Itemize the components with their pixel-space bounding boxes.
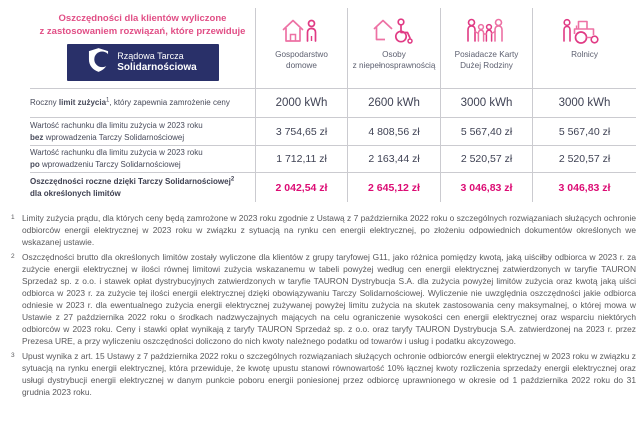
savings-value: 3 046,83 zł [532,172,636,202]
footnote-1 [9,212,636,248]
limit-value: 2000 kWh [255,88,347,117]
disability-icon [371,14,417,47]
page-title [40,13,246,38]
footnotes [9,212,636,401]
household-icon [280,14,324,47]
savings-value: 3 046,83 zł [440,172,532,202]
column-household [255,8,347,88]
column-label: Rolnicy [571,50,598,59]
bill-without-value: 3 754,65 zł [255,117,347,145]
column-label: Osoby z niepełnosprawnością [352,50,436,71]
badge-line1: Rządowa Tarcza [117,50,184,61]
savings-table [30,8,636,202]
bill-with-value: 2 163,44 zł [347,145,440,172]
row-label-bill-without: Wartość rachunku dla limitu zużycia w 2023 roku bez wprowadzenia Tarczy Solidarnościowej [30,117,255,145]
limit-value: 3000 kWh [440,88,532,117]
footnote-3 [9,350,636,398]
savings-value: 2 645,12 zł [347,172,440,202]
row-label-limit: Roczny limit zużycia$^1$, który zapewnia zamrożenie ceny [30,88,255,117]
bill-with-value: 2 520,57 zł [440,145,532,172]
bill-without-value: 5 567,40 zł [440,117,532,145]
limit-value: 2600 kWh [347,88,440,117]
row-label-bill-with: Wartość rachunku dla limitu zużycia w 2023 roku po wprowadzeniu Tarczy Solidarnościowej [30,145,255,172]
bill-without-value: 5 567,40 zł [532,117,636,145]
bill-without-value: 4 808,56 zł [347,117,440,145]
footnote-text: Limity zużycia prądu, dla których ceny będą zamrożone w 2023 roku zgodnie z Ustawą z 7 października 2022 roku o szczególnych rozwiązaniach służących ochronie odbiorców energii elektrycznej w 2023 roku w związku z sytuacją na rynku cen energii elektrycznej, po złożeniu odpowiednich dokumentów określonych we wskazanej ustawie. [22,213,636,247]
footnote-marker: 3 [11,352,15,359]
bill-with-value: 1 712,11 zł [255,145,347,172]
footnote-text: Oszczędności brutto dla określonych limitów zostały wyliczone dla klientów z grupy taryfowej G11, jako różnica pomiędzy kwotą, jaką uiściłby odbiorca w 2023 r. za zużycie energii elektrycznej w ilości równej limitowi zużycia wskazanemu w tabeli powyżej według cen energii elektrycznej zatwierdzonych w taryfie TAURON Sprzedaż sp. z o.o. i stawek opłat dystrybucyjnych zatwierdzonych w taryfie TAURON Dystrybucja S.A. dla zużycia powyżej limitów zużycia oraz kwotą jaką uiści odbiorca w 2023 r. za zużycie tej ilości energii elektrycznej dzięki obowiązywaniu Tarczy Solidarnościowej. Wyliczenie nie uwzględnia oszczędności jakie odbiorca odniesie w 2023 r. dla ewentualnego zużycia energii elektrycznej zużywanej powyżej limitu zużycia na skutek zastosowania ceny maksymalnej, o której mowa w Ustawie z 27 października 2022 roku o środkach nadzwyczajnych mających na celu ograniczenie wysokości cen energii elektrycznej oraz wsparciu niektórych odbiorców w 2023 roku. Ceny i stawki opłat wynikają z taryfy TAURON Sprzedaż sp. z o.o. oraz taryfy TAURON Dystrybucja S.A. zatwierdzonej na 2023 r. przez Prezesa URE, a przy wyliczeniu oszczędności doliczono do nich kwoty należnego podatku od towarów i usług i podatku akcyzowego. [22,252,636,346]
bill-with-value: 2 520,57 zł [532,145,636,172]
footnote-marker: 2 [11,253,15,260]
limit-value: 3000 kWh [532,88,636,117]
farmer-icon [560,14,610,47]
title-line2: z zastosowaniem rozwiązań, które przewiduje [39,25,246,37]
table-intro [30,8,255,88]
tarcza-badge-text [117,51,196,75]
column-farmers [532,8,636,88]
footnote-ref-2: 2 [230,176,235,183]
savings-value: 2 042,54 zł [255,172,347,202]
tarcza-badge [67,44,219,81]
row-label-savings: Oszczędności roczne dzięki Tarczy Solidarnościowej$^2$ dla określonych limitów [30,172,255,202]
footnote-marker: 1 [11,214,15,221]
badge-line2: Solidarnościowa [117,61,197,73]
column-large-family [440,8,532,88]
footnote-ref-1: 1 [106,97,110,104]
large-family-icon [463,14,511,47]
column-label: Posiadacze Karty Dużej Rodziny [454,50,519,71]
column-disability [347,8,440,88]
footnote-2 [9,251,636,347]
footnote-text: Upust wynika z art. 15 Ustawy z 7 października 2022 roku o szczególnych rozwiązaniach służących ochronie odbiorców energii elektrycznej w 2023 roku w związku z sytuacją na rynku energii elektrycznej, która przewiduje, że kwotę upustu stanowi równowartość 10% łącznej kwoty rozliczenia sprzedaży energii elektrycznej oraz usługi dystrybucji energii elektrycznej w danym punkcie poboru energii poniesionej przez odbiorcę uprawnionego w okresie od 1 października 2022 roku do 31 grudnia 2023 roku. [22,351,636,397]
title-line1: Oszczędności dla klientów wyliczone [58,13,227,24]
column-label: Gospodarstwo domowe [275,50,328,71]
shield-icon [88,47,109,78]
